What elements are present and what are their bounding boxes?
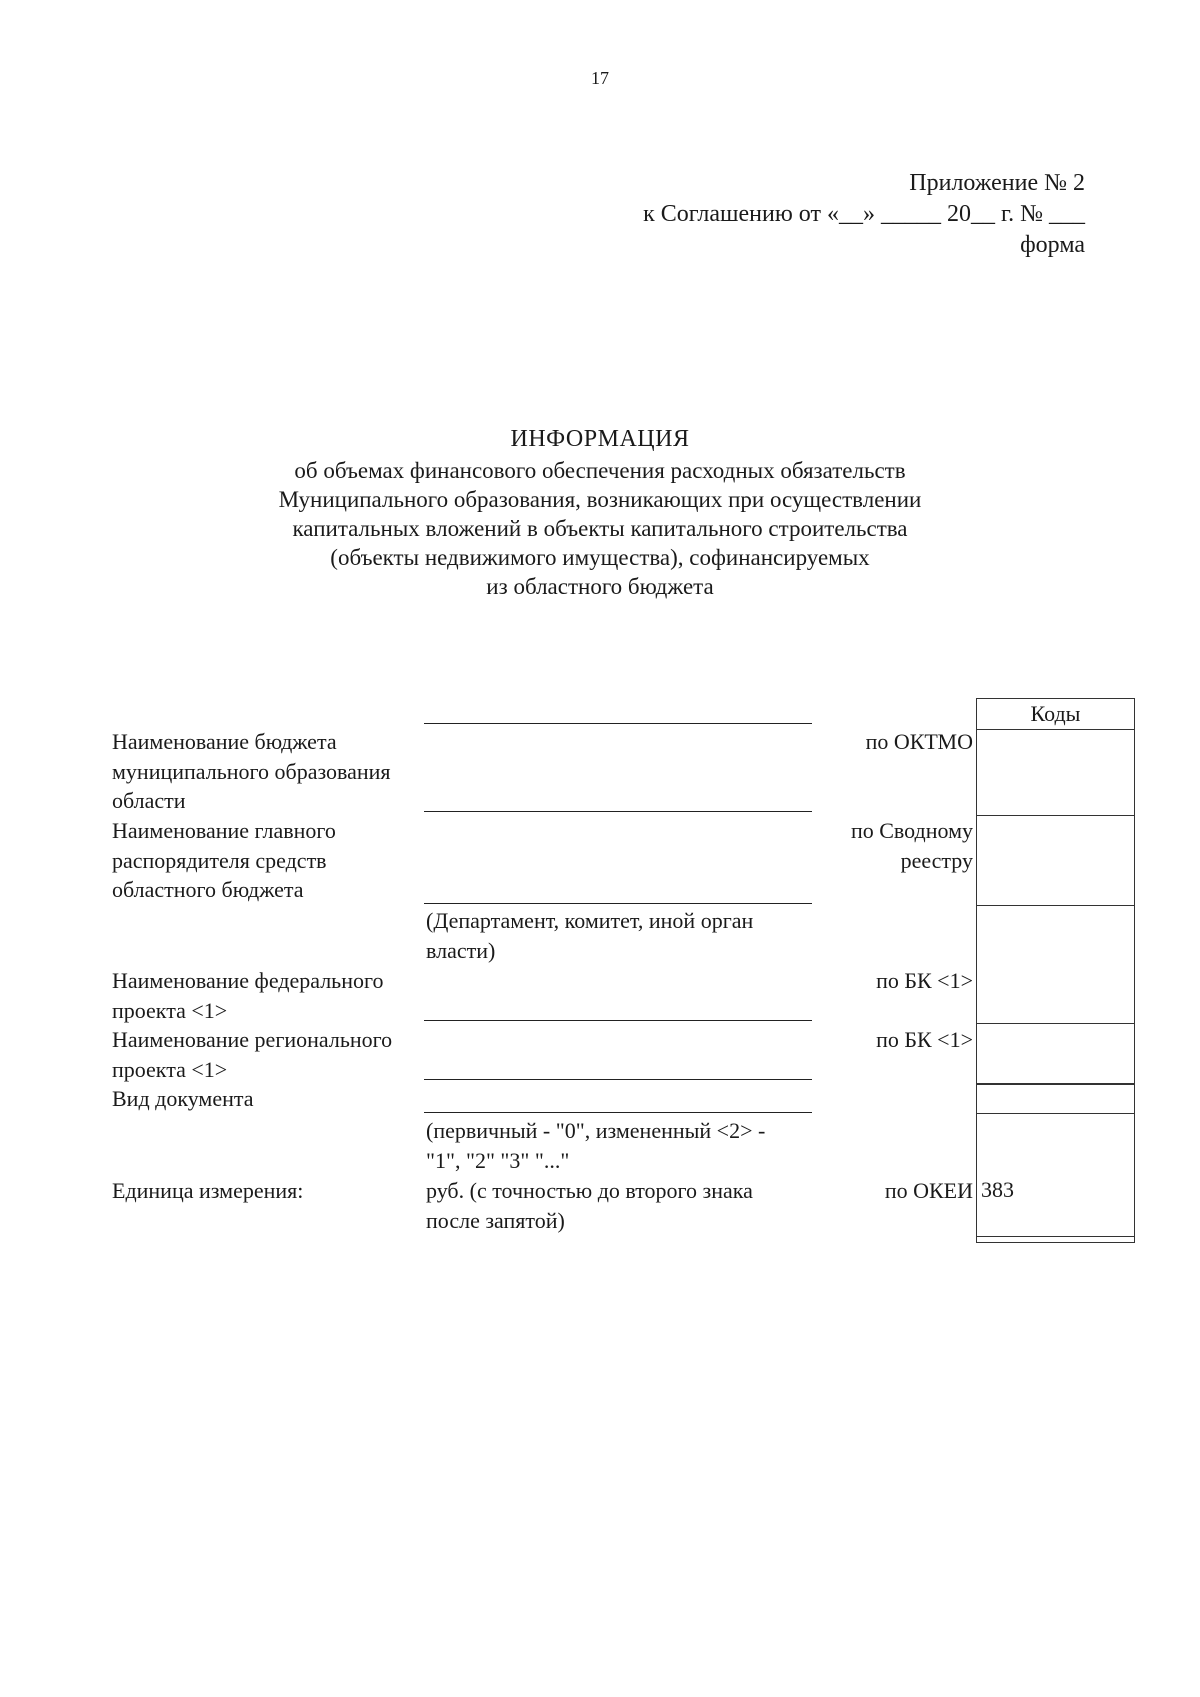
main-manager-label: Наименование главного распорядителя средств областного бюджета (112, 818, 336, 902)
svod-label-line-2: реестру (900, 848, 973, 873)
doc-type-line[interactable] (424, 1112, 812, 1113)
codes-divider (977, 729, 1134, 730)
bk-label-2: по БК <1> (876, 1027, 973, 1052)
budget-name-label: Наименование бюджета муниципального образования области (112, 729, 391, 813)
annex-agreement-ref: к Соглашению от «__» _____ 20__ г. № ___ (643, 201, 1085, 227)
doc-type-label: Вид документа (112, 1086, 254, 1111)
budget-name-line[interactable] (424, 811, 812, 812)
unit-value: руб. (с точностью до второго знака после запятой) (426, 1178, 753, 1233)
oktmo-label: по ОКТМО (865, 729, 973, 754)
bk-label-1: по БК <1> (876, 968, 973, 993)
title-line-4: (объекты недвижимого имущества), софинансируемых (330, 545, 870, 570)
title-line-5: из областного бюджета (486, 574, 714, 599)
okei-label: по ОКЕИ (884, 1178, 973, 1203)
main-manager-note: (Департамент, комитет, иной орган власти) (426, 908, 754, 963)
regional-project-line[interactable] (424, 1079, 812, 1080)
codes-divider (977, 905, 1134, 906)
budget-name-line-top[interactable] (424, 723, 812, 724)
title-line-2: Муниципального образования, возникающих при осуществлении (278, 487, 922, 512)
svod-label-line-1: по Сводному (850, 818, 973, 843)
federal-project-line[interactable] (424, 1020, 812, 1021)
doc-type-note: (первичный - "0", измененный <2> - "1", "2" "3" "..." (426, 1118, 766, 1173)
federal-project-label: Наименование федерального проекта <1> (112, 968, 384, 1023)
codes-divider (977, 1236, 1134, 1237)
title-main: ИНФОРМАЦИЯ (510, 426, 690, 452)
codes-divider (977, 1113, 1134, 1114)
codes-header: Коды (1030, 701, 1081, 726)
annex-number: Приложение № 2 (909, 170, 1085, 196)
title-line-1: об объемах финансового обеспечения расходных обязательств (294, 458, 906, 483)
codes-divider (977, 815, 1134, 816)
page-number: 17 (591, 68, 609, 88)
codes-divider (977, 1083, 1134, 1085)
regional-project-label: Наименование регионального проекта <1> (112, 1027, 393, 1082)
codes-divider (977, 1023, 1134, 1024)
main-manager-line[interactable] (424, 903, 812, 904)
okei-code-value: 383 (981, 1177, 1014, 1202)
title-line-3: капитальных вложений в объекты капитального строительства (292, 516, 908, 541)
unit-label: Единица измерения: (112, 1178, 304, 1203)
annex-form-label: форма (1020, 232, 1085, 258)
document-title (0, 425, 1200, 601)
codes-table (976, 698, 1135, 1243)
